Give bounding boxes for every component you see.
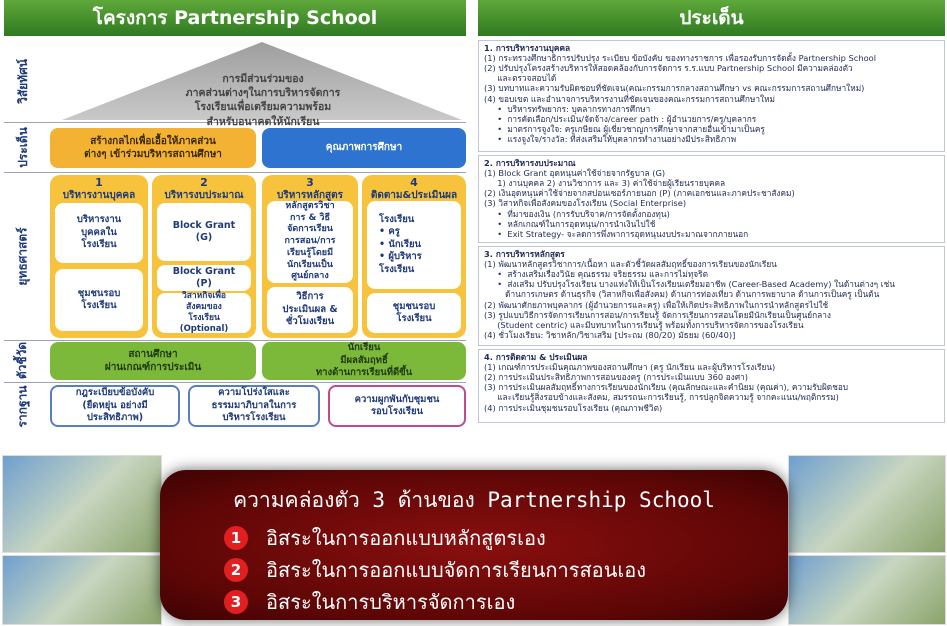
pillar-title: ติดตาม&ประเมินผล: [370, 190, 458, 201]
section-line: • บริหารทรัพยากร: บุคลากรทางการศึกษา: [484, 103, 651, 114]
section-line: (3) วิสาหกิจเพื่อสังคมของโรงเรียน (Social Enterprise): [484, 198, 687, 209]
vision-text: การมีส่วนร่วมของ ภาคส่วนต่างๆในการบริหารจัดการ โรงเรียนเพื่อเตรียมความพร้อม สำหรับอนาคตให้นักเรียน: [185, 73, 341, 128]
pillar-item: ชุมชนรอบ โรงเรียน: [367, 293, 461, 333]
pillar-title: บริหารหลักสูตร: [276, 190, 344, 201]
foundation-regulation: กฎระเบียบข้อบังคับ (ยืดหยุ่น อย่างมี ประสิทธิภาพ): [50, 385, 180, 427]
kpi-school: สถานศึกษา ผ่านเกณฑ์การประเมิน: [50, 342, 256, 380]
section-line: (2) เงินอุดหนุนค่าใช้จ่ายจากสปอนเซอร์ภายนอก (P) (ภาคเอกชนและภาคประชาสังคม): [484, 188, 795, 199]
section-line: (4) ขอบเขต และอำนาจการบริหารงานที่ชัดเจนของคณะกรรมการสถานศึกษาใหม่: [484, 93, 776, 104]
section-line: (3) การประเมินผลสัมฤทธิ์ทางการเรียนของนักเรียน (คุณลักษณะและคำนิยม (คุณค่า), ความรับผิดชอบ: [484, 382, 849, 393]
pillar-evaluation: [362, 175, 466, 338]
section-line: (1) เกณฑ์การประเมินคุณภาพของสถานศึกษา (ครู นักเรียน และผู้บริหารโรงเรียน): [484, 362, 776, 373]
section-budget: [478, 155, 945, 243]
number-badge: 2: [224, 558, 248, 582]
section-line: • ส่งเสริม ปรับปรุงโรงเรียน บางแห่งให้เป็นโรงเรียนเตรียมอาชีพ (Career-Based Academy) ในด้านต่างๆ เช่น: [484, 279, 895, 290]
pillar-budget: [152, 175, 256, 338]
section-line: (4) การประเมินชุมชนรอบโรงเรียน (คุณภาพชีวิต): [484, 402, 663, 413]
photo-students-right-top: [788, 455, 946, 553]
section-line: (4) ชั่วโมงเรียน: วิชาหลัก/วิชาเสริม [ประถม (80/20) มัธยม (60/40)]: [484, 329, 736, 340]
section-line: • สร้างเสริมเรื่องวินัย คุณธรรม จริยธรรม และการไม่ทุจริต: [484, 269, 709, 280]
section-line: • แรงจูงใจ/รางวัล: ที่ส่งเสริมให้บุคลากรทำงานอย่างมีประสิทธิภาพ: [484, 133, 737, 144]
pillar-item: โรงเรียน • ครู • นักเรียน • ผู้บริหาร โรงเรียน: [367, 201, 461, 289]
left-panel-title: โครงการ Partnership School: [4, 0, 466, 36]
pillar-personnel: [50, 175, 148, 338]
issue-quality: คุณภาพการศึกษา: [262, 128, 466, 168]
section-title: 1. การบริหารงานบุคคล: [484, 43, 571, 53]
pillar-title: บริหารงานบุคคล: [62, 190, 136, 201]
pillar-title: บริหารงบประมาณ: [164, 190, 244, 201]
pillar-item: วิธีการ ประเมินผล & ชั่วโมงเรียน: [267, 287, 353, 333]
section-line: • Exit Strategy- จะลดการพึ่งพาการอุดหนุนงบประมาณจากภายนอก: [484, 228, 749, 239]
kpi-student: นักเรียน มีผลสัมฤทธิ์ ทางด้านการเรียนที่ดีขึ้น: [262, 342, 466, 380]
section-line: • การคัดเลือก/ประเมิน/จัดจ้าง/career path : ผู้อำนวยการ/ครู/บุคลากร: [484, 113, 757, 124]
section-line: (1) กระทรวงศึกษาธิการปรับปรุง ระเบียบ ข้อบังคับ ของทางราชการ เพื่อรองรับการจัดตั้ง Partnership School: [484, 53, 877, 64]
section-line: และตรวจสอบได้: [484, 73, 557, 84]
number-badge: 1: [224, 526, 248, 550]
pillar-number: 2: [200, 176, 208, 189]
pillar-item: Block Grant (P): [157, 265, 251, 291]
banner-item-text: อิสระในการออกแบบจัดการเรียนการสอนเอง: [266, 558, 646, 582]
agility-banner: [160, 470, 788, 620]
section-line: (3) รูปแบบวิธีการจัดการเรียนการสอน/การเรียนรู้ จัดการเรียนการสอนโดยมีนักเรียนเป็นศูนย์กลาง: [484, 309, 831, 320]
section-evaluation: [478, 349, 945, 423]
section-line: ด้านการเกษตร ด้านธุรกิจ (วิสาหกิจเพื่อสังคม) ด้านการท่องเที่ยว ด้านการพยาบาล ด้านการเป็นครู เป็นต้น: [484, 289, 880, 300]
photo-students-left-top: [2, 455, 162, 553]
section-line: (Student centric) และมีบทบาทในการเรียนรู้ พร้อมทั้งการบริหารจัดการของโรงเรียน: [484, 319, 804, 330]
section-curriculum: [478, 246, 945, 346]
section-line: และเรียนรู้สิ่งรอบข้างและสังคม, สมรรถนะการเรียนรู้, การปลูกจิตความรู้ จากคะแนน/พฤติกรรม): [484, 392, 839, 403]
issue-mechanism: สร้างกลไกเพื่อเอื้อให้ภาคส่วน ต่างๆ เข้าร่วมบริหารสถานศึกษา: [50, 128, 256, 168]
pillar-item: บริหารงาน บุคคลใน โรงเรียน: [55, 203, 143, 263]
section-line: (1) Block Grant อุดหนุนค่าใช้จ่ายจากรัฐบาล (G): [484, 168, 666, 179]
section-line: • ที่มาของเงิน (การรับบริจาค/การจัดตั้งกองทุน): [484, 208, 670, 219]
side-label-kpi: ตัวชี้วัด: [15, 341, 30, 379]
right-panel-title: ประเด็น: [478, 0, 945, 36]
banner-item-text: อิสระในการบริหารจัดการเอง: [266, 590, 516, 614]
foundation-community: ความผูกพันกับชุมชน รอบโรงเรียน: [328, 385, 466, 427]
section-title: 3. การบริหารหลักสูตร: [484, 249, 565, 259]
banner-item: [224, 522, 546, 554]
pillar-number: 4: [410, 176, 418, 189]
divider: [4, 382, 466, 383]
pillar-item: หลักสูตรวิชา การ & วิธี จัดการเรียน การสอน/การ เรียนรู้โดยมี นักเรียนเป็น ศูนย์กลาง: [267, 201, 353, 283]
banner-item: [224, 554, 646, 586]
section-title: 2. การบริหารงบประมาณ: [484, 158, 576, 168]
side-label-strategy: ยุทธศาสตร์: [15, 227, 30, 286]
pillar-item: Block Grant (G): [157, 203, 251, 261]
pillar-number: 3: [306, 176, 314, 189]
section-line: (3) บทบาทและความรับผิดชอบที่ชัดเจน(คณะกรรมการกลางสถานศึกษา vs คณะกรรมการสถานศึกษาใหม่): [484, 83, 865, 94]
section-line: • หลักเกณฑ์ในการอุดหนุน/การนำเงินไปใช้: [484, 218, 656, 229]
section-line: (2) ปรับปรุงโครงสร้างบริหารให้สอดคล้องกับการจัดการ ร.ร.แบบ Partnership School มีความคล่องตัว: [484, 63, 853, 74]
section-line: (2) การประเมินประสิทธิภาพการสอนของครู (การประเมินแบบ 360 องศา): [484, 372, 748, 383]
side-label-vision: วิสัยทัศน์: [15, 58, 30, 104]
pillar-item: ชุมชนรอบ โรงเรียน: [55, 269, 143, 331]
section-line: (1) พัฒนาหลักสูตรวิชาการ/เนื้อหา และตัวชี้วัดผลสัมฤทธิ์ของการเรียนของนักเรียน: [484, 259, 777, 270]
pillar-item: วิสาหกิจเพื่อ สังคมของ โรงเรียน (Optional): [157, 293, 251, 333]
banner-item-text: อิสระในการออกแบบหลักสูตรเอง: [266, 526, 546, 550]
foundation-transparency: ความโปร่งใสและ ธรรมมาภิบาลในการ บริหารโรงเรียน: [188, 385, 320, 427]
section-title: 4. การติดตาม & ประเมินผล: [484, 352, 588, 362]
side-label-issue: ประเด็น: [15, 126, 30, 168]
banner-item: [224, 586, 515, 618]
pillar-curriculum: [262, 175, 358, 338]
section-line: • มาตรการจูงใจ: ครูเกษียณ ผู้เชี่ยวชาญการศึกษาจากสายอื่นเข้ามาเป็นครู: [484, 123, 765, 134]
section-personnel: [478, 40, 945, 152]
photo-students-right-bottom: [788, 555, 946, 625]
issues-panel: [478, 38, 945, 425]
divider: [4, 172, 466, 173]
section-line: 1) งานบุคคล 2) งานวิชาการ และ 3) ค่าใช้จ่ายผู้เรียนรายบุคคล: [484, 178, 726, 189]
banner-title: ความคล่องตัว 3 ด้านของ Partnership School: [233, 488, 715, 512]
section-line: (2) พัฒนาศักยภาพบุคลากร (ผู้อำนวยการและครู) เพื่อให้เกิดประสิทธิภาพในการนำหลักสูตรไปใช้: [484, 299, 829, 310]
side-label-foundation: รากฐาน: [15, 384, 30, 428]
pillar-number: 1: [95, 176, 103, 189]
photo-students-left-bottom: [2, 555, 162, 625]
number-badge: 3: [224, 590, 248, 614]
